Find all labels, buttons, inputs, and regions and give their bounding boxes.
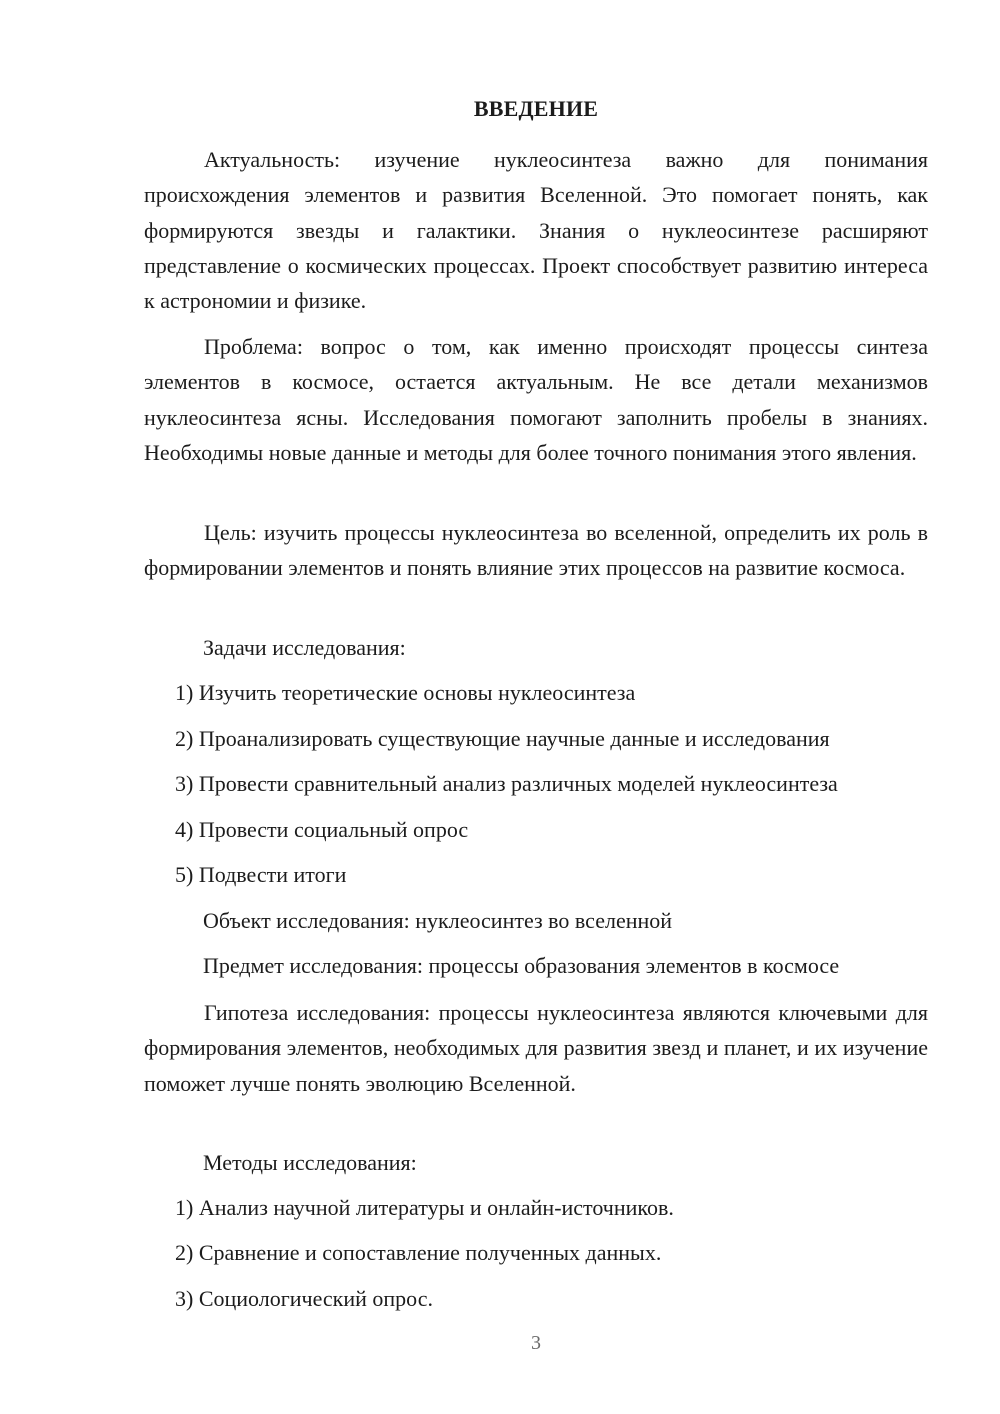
method-item: 1) Анализ научной литературы и онлайн-источников. xyxy=(175,1195,674,1220)
methods-heading: Методы исследования: xyxy=(203,1150,417,1175)
hypothesis-paragraph: Гипотеза исследования: процессы нуклеосинтеза являются ключевыми для формирования элементов, необходимых для развития звезд и планет, и их изучение поможет лучше понять эволюцию Вселенной. xyxy=(144,1000,928,1096)
method-item: 3) Социологический опрос. xyxy=(175,1286,433,1311)
research-object: Объект исследования: нуклеосинтез во вселенной xyxy=(203,908,673,933)
page-number: 3 xyxy=(531,1332,541,1354)
task-item: 3) Провести сравнительный анализ различных моделей нуклеосинтеза xyxy=(175,771,838,796)
relevance-paragraph: Актуальность: изучение нуклеосинтеза важно для понимания происхождения элементов и развития Вселенной. Это помогает понять, как формируются звезды и галактики. Знания о нуклеосинтезе расширяют представление о космических процессах. Проект способствует развитию интереса к астрономии и физике. xyxy=(144,147,928,314)
method-item: 2) Сравнение и сопоставление полученных данных. xyxy=(175,1240,662,1265)
research-subject: Предмет исследования: процессы образования элементов в космосе xyxy=(203,953,840,978)
problem-paragraph: Проблема: вопрос о том, как именно происходят процессы синтеза элементов в космосе, остается актуальным. Не все детали механизмов нуклеосинтеза ясны. Исследования помогают заполнить пробелы в знаниях. Необходимы новые данные и методы для более точного понимания этого явления. xyxy=(144,334,928,465)
task-item: 4) Провести социальный опрос xyxy=(175,817,469,842)
task-item: 2) Проанализировать существующие научные данные и исследования xyxy=(175,726,830,751)
task-item: 5) Подвести итоги xyxy=(175,862,347,887)
section-title: ВВЕДЕНИЕ xyxy=(473,96,599,121)
goal-paragraph: Цель: изучить процессы нуклеосинтеза во вселенной, определить их роль в формировании элементов и понять влияние этих процессов на развитие космоса. xyxy=(144,520,928,581)
tasks-heading: Задачи исследования: xyxy=(203,635,406,660)
task-item: 1) Изучить теоретические основы нуклеосинтеза xyxy=(175,680,636,705)
